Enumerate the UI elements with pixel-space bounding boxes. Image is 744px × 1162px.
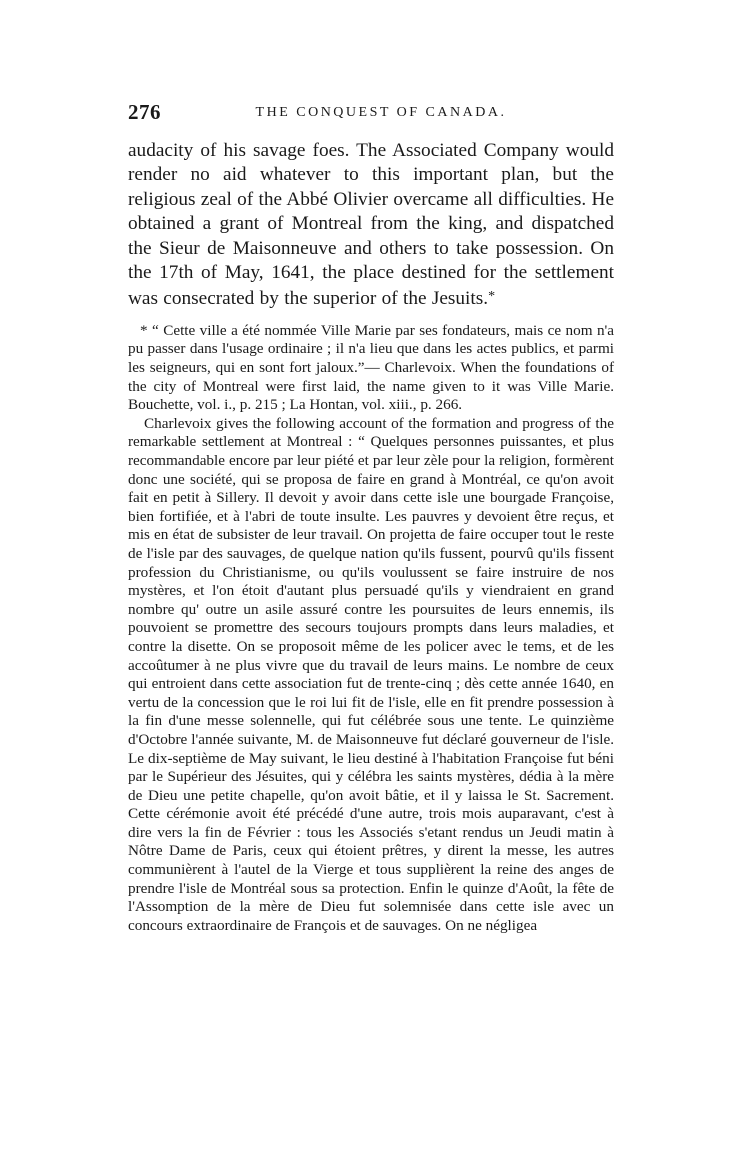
page-header bbox=[128, 100, 614, 130]
footnote-marker: * bbox=[140, 321, 148, 339]
book-page bbox=[128, 100, 614, 935]
footnote-reference-marker: * bbox=[488, 289, 496, 305]
footnote-paragraph-1 bbox=[128, 322, 614, 415]
footnote-text-1: “ Cette ville a été nommée Ville Marie par ses fondateurs, mais ce nom n'a pu passer dans l'usage ordinaire ; il n'a lieu que dans les actes publics, et parmi les seigneurs, qui en sont fort jaloux.”— Charlevoix. When the foundations of the city of Montreal were first laid, the name given to it was Ville Marie. Bouchette, vol. i., p. 215 ; La Hontan, vol. xiii., p. 266. bbox=[128, 321, 615, 414]
footnote-paragraph-2: Charlevoix gives the following account of the formation and progress of the remarkable settlement at Montreal : “ Quelques personnes puissantes, et plus recommandable encore par leur piété et par leur zèle pour la religion, formèrent donc une société, qui se proposa de faire en grand à Montréal, ce qu'on avoit fait en petit à Sillery. Il devoit y avoir dans cette isle une bourgade Françoise, bien fortifiée, et à l'abri de toute insulte. Les pauvres y devoient être reçus, et mis en état de subsister de leur travail. On projetta de faire occuper tout le reste de l'isle par des sauvages, de quelque nation qu'ils fussent, pourvû qu'ils fissent profession du Christianisme, ou qu'ils voulussent se faire instruire de nos mystères, et l'on étoit d'autant plus persuadé qu'ils y viendraient en grand nombre qu' outre un asile assuré contre les poursuites de leurs ennemis, ils pouvoient se promettre des secours toujours prompts dans leurs maladies, et contre la disette. On se proposoit même de les policer avec le tems, et de les accoûtumer à ne plus vivre que du travail de leurs mains. Le nombre de ceux qui entroient dans cette association fut de trente-cinq ; dès cette année 1640, en vertu de la concession que le roi lui fit de l'isle, elle en fit prendre possession à la fin d'une messe solennelle, qui fut célébrée sous une tente. Le quinzième d'Octobre l'année suivante, M. de Maisonneuve fut déclaré gouverneur de l'isle. Le dix-septième de May suivant, le lieu destiné à l'habitation Françoise fut béni par le Supérieur des Jésuites, qui y célébra les saints mystères, dédia à la mère de Dieu une petite chapelle, qu'on avoit bâtie, et il y laissa le St. Sacrement. Cette cérémonie avoit été précédé d'une autre, trois mois auparavant, c'est à dire vers la fin de Février : tous les Associés s'etant rendus un Jeudi matin à Nôtre Dame de Paris, ceux qui étoient prêtres, y dirent la messe, les autres communièrent à l'autel de la Vierge et tous supplièrent la reine des anges de prendre l'isle de Montréal sous sa protection. Enfin le quinze d'Août, la fête de l'Assomption de la mère de Dieu fut solemnisée dans cette isle avec un concours extraordinaire de François et de sauvages. On ne négligea bbox=[128, 414, 614, 934]
page-number: 276 bbox=[128, 100, 161, 124]
main-paragraph-block bbox=[128, 139, 614, 312]
footnote bbox=[128, 322, 614, 936]
running-title: THE CONQUEST OF CANADA. bbox=[255, 105, 507, 120]
main-paragraph: audacity of his savage foes. The Associated Company would render no aid whatever to this important plan, but the religious zeal of the Abbé Olivier overcame all difficulties. He obtained a grant of Montreal from the king, and dispatched the Sieur de Maisonneuve and others to take possession. On the 17th of May, 1641, the place destined for the settlement was consecrated by the superior of the Jesuits. bbox=[128, 140, 615, 310]
